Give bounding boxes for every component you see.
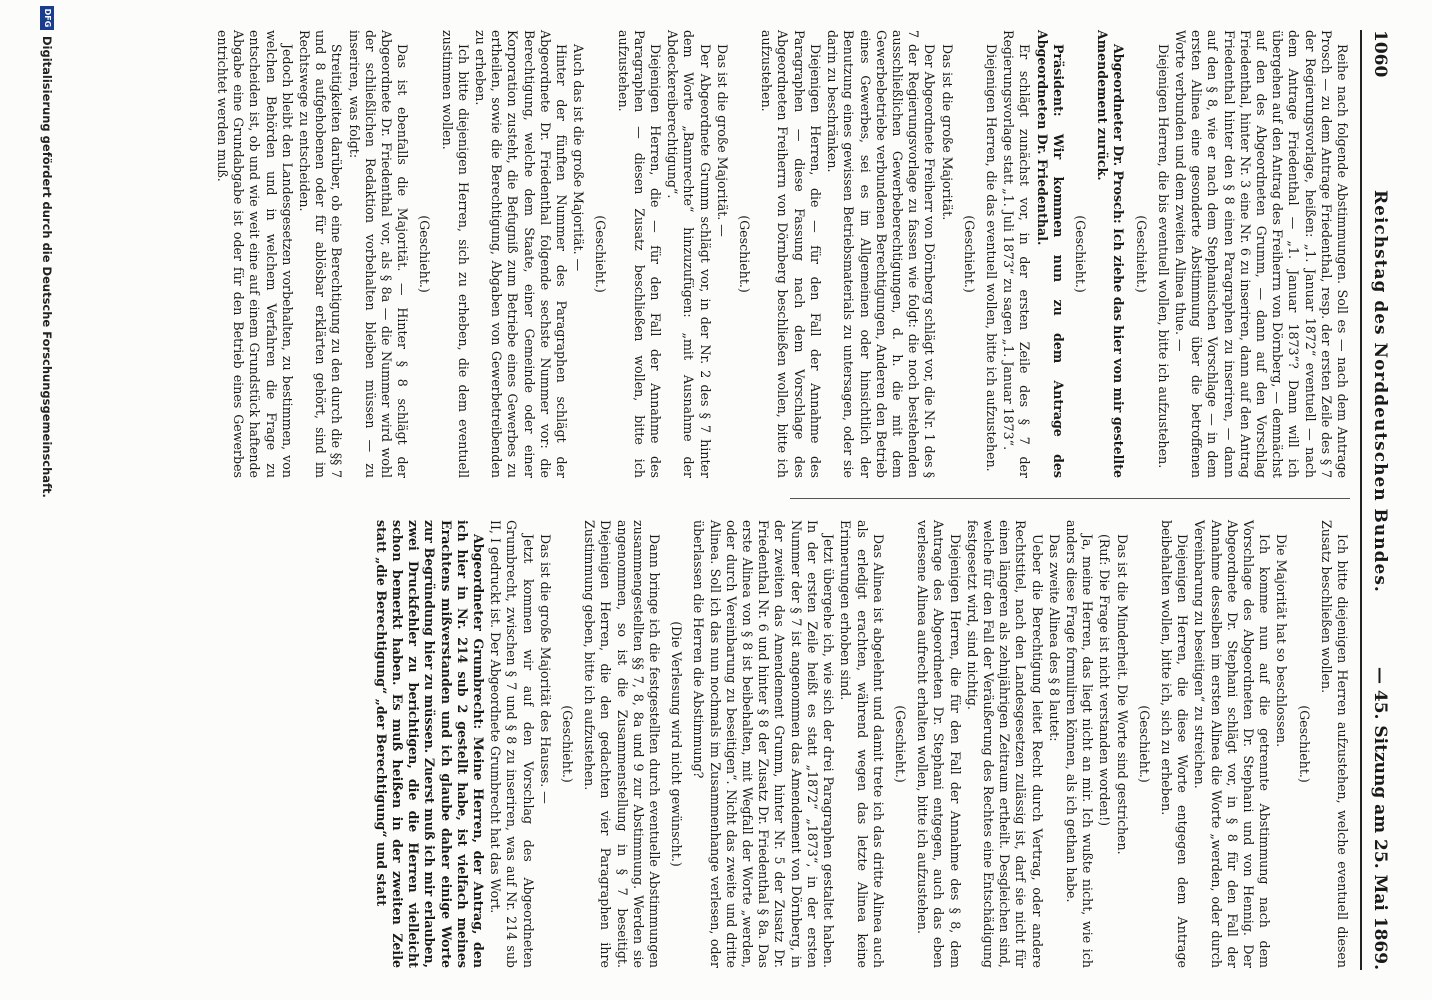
speaker-paragraph: Abgeordneter Dr. Prosch: Ich ziehe das hier von mir gestellte Amendement zurück.: [1095, 30, 1127, 478]
paragraph: Die Majorität hat so beschlossen.: [1274, 534, 1290, 748]
paragraph: Das zweite Alinea des § 8 lautet:: [1046, 534, 1062, 742]
paragraph: Diejenigen Herren, die für den Fall der Annahme des § 8, dem Antrage des Abgeordneten Dr. Stephani entgegen, auch das eben verlesene Alinea aufrecht erhalten wollen, bitte ich aufzustehen.: [915, 520, 963, 968]
dfg-logo: DFG: [40, 6, 54, 30]
right-column: [372, 520, 1350, 968]
paragraph: Diejenigen Herren, die diese Worte entgegen dem Antrage beibehalten wollen, bitte ich, sich zu erheben.: [1158, 520, 1191, 968]
paragraph: Der Abgeordnete Grumm schlägt vor, in der Nr. 2 des § 7 hinter dem Worte „Bannrechte“ hinzuzufügen: „mit Ausnahme der Abdeckereiberechtigung“.: [665, 30, 713, 478]
paragraph: Diejenigen Herren, die bis eventuell wollen, bitte ich aufzustehen.: [1155, 44, 1171, 469]
paragraph: Ich bitte diejenigen Herren, sich zu erheben, die dem eventuell zustimmen wollen.: [439, 30, 471, 478]
paragraph: Ich komme nun auf die getrennte Abstimmung nach dem Vorschlage des Abgeordneten Dr. Stephani und von Hennig. Der Abgeordnete Dr. Stephani schlägt vor, in § 8 für den Fall der Annahme desselben im ersten Alinea die Worte „werden, oder durch Vereinbarung zu beseitigen“ zu streichen.: [1192, 520, 1273, 968]
paragraph: Auch das ist die große Majorität. —: [571, 44, 587, 272]
stage-direction: (Geschieht.): [1133, 215, 1149, 293]
paragraph: Das ist ebenfalls die Majorität. — Hinter § 8 schlägt der Abgeordnete Dr. Friedenthal vor, als § 8a — die Nummer wird wohl der schließlichen Redaktion vorbehalten bleiben müssen — zu inseriren, was folgt:: [346, 30, 411, 478]
paragraph: Jetzt übergehe ich, wie sich der drei Paragraphen gestaltet haben. In der ersten Zeile heißt es statt „1872“ „1873“, in der ersten Nummer der § 7 ist angenommen das Amendement von Dörnberg, in der zweiten das Amendement Grumm, hinter Nr. 5 der Zusatz Dr. Friedenthal Nr. 6 und hinter § 8 der Zusatz Dr. Friedenthal § 8a. Das erste Alinea von § 8 ist beibehalten, mit Wegfall der Worte „werden, oder durch Vereinbarung zu beseitigen“. Nicht das zweite und dritte Alinea. Soll ich das nun nochmals im Zusammenhange verlesen, oder überlassen die Herren die Abstimmung?: [691, 520, 837, 968]
paragraph: Das Alinea ist abgelehnt und damit trete ich das dritte Alinea auch als erledigt erachten, während wegen das letzte Alinea keine Erinnerungen erhoben sind.: [838, 520, 886, 968]
paragraph: Diejenigen Herren, die das eventuell wollen, bitte ich aufzustehen.: [983, 44, 999, 472]
paragraph: Ja, meine Herren, das liegt nicht an mir. Ich wußte nicht, wie ich anders diese Frage formuliren können, als ich gethan habe.: [1063, 520, 1096, 968]
page-number: 1060: [1370, 30, 1390, 78]
paragraph: Er schlägt zunächst vor, in der ersten Zeile des § 7 der Regierungsvorlage statt „1. Juli 1873“ zu sagen „1. Januar 1873“.: [1001, 30, 1033, 478]
stage-direction: (Geschieht.): [1072, 215, 1088, 293]
paragraph: Diejenigen Herren, die — für den Fall der Annahme des Paragraphen — diesen Zusatz beschließen wollen, bitte ich aufzustehen.: [615, 30, 664, 478]
left-column: [213, 30, 1350, 478]
stage-direction: (Geschieht.): [961, 215, 977, 293]
paragraph: Jetzt kommen wir auf den Vorschlag des Abgeordneten Grumbrecht, zwischen § 7 und § 8 zu inseriren, was auf Nr. 214 sub II, I gedruckt ist. Der Abgeordnete Grumbrecht hat das Wort.: [488, 520, 536, 968]
paragraph: Ueber die Berechtigung leitet Recht durch Vertrag, oder andere Rechtstitel, nach den Landesgesetzen zulässig ist, darf sie nicht für einen längeren als zehnjährigen Zeitraum ertheilt. Desgleichen sind, welche für den Fall der Veräußerung des Rechtes eine Entschädigung festgesetzt wird, sind nichtig.: [964, 520, 1045, 968]
paragraph: Das ist die große Majorität des Hauses. —: [537, 534, 553, 804]
stage-direction: (Geschieht.): [1296, 705, 1312, 783]
paragraph: Streitigkeiten darüber, ob eine Berechtigung zu den durch die §§ 7 und 8 aufgehobenen oder für ablösbar erklärten gehört, sind im Rechtswege zu entscheiden.: [297, 30, 345, 478]
stage-direction: (Geschieht.): [892, 705, 908, 783]
credit-text: Digitalisierung gefördert durch die Deutsche Forschungsgemeinschaft.: [40, 36, 54, 498]
session-date: — 45. Sitzung am 25. Mai 1869.: [1370, 666, 1390, 970]
speaker-paragraph: Abgeordneter Grumbrecht: Meine Herren, der Antrag, den ich hier in Nr. 214 sub 2 gestellt habe, ist vielfach meines Erachtens mißverstanden und ich glaube daher einige Worte zur Begründung hier zu müssen. Zuerst muß ich mir erlauben, zwei Druckfehler zu berichtigen, die die Herren vielleicht schon bemerkt haben. Es muß heißen in der zweiten Zeile statt „die Berechtigung“ „der Berechtigung“ und statt: [373, 520, 487, 968]
paragraph: Das ist die große Majorität.: [939, 44, 955, 221]
digitization-credit: [30, 0, 60, 1000]
stage-direction: (Die Verlesung wird nicht gewünscht.): [669, 621, 685, 867]
page-title: Reichstag des Norddeutschen Bundes.: [1370, 190, 1390, 593]
paragraph: Der Abgeordnete Freiherr von Dörnberg schlägt vor, die Nr. 1 des § 7 der Regierungsvorlage zu fassen wie folgt: die noch bestehenden ausschließlichen Gewerbeberechtigungen, d. h. die mit dem Gewerbebetriebe verbundenen Berechtigungen, Anderen den Betrieb eines Gewerbes, sei es im Allgemeinen oder hinsichtlich der Benutzung eines gewissen Betriebsmaterials zu untersagen, oder sie darin zu beschränken.: [825, 30, 938, 478]
paragraph: (Ruf: Die Frage ist nicht verstanden worden!): [1097, 534, 1113, 827]
paragraph: Diejenigen Herren, die — für den Fall der Annahme des Paragraphen — diese Fassung nach dem Vorschlage des Abgeordneten Freiherrn von Dörnberg beschließen wollen, bitte ich aufzustehen.: [759, 30, 823, 478]
stage-direction: (Geschieht.): [1136, 705, 1152, 783]
stage-direction: (Geschieht.): [737, 215, 753, 293]
column-divider: [790, 498, 1350, 499]
stage-direction: (Geschieht.): [417, 215, 433, 293]
stage-direction: (Geschieht.): [560, 705, 576, 783]
paragraph: Das ist die große Majorität. —: [714, 44, 730, 237]
paragraph: Reihe nach folgende Abstimmungen. Soll es — nach dem Antrage Prosch — zu dem Antrage Friedenthal, resp. der ersten Zeile des § 7 der Regierungsvorlage, heißen: „1. Januar 1872“ eventuell — nach dem Antrage Friedenthal — „1. Januar 1873“? Dann will ich übergehen auf den Antrag des Freiherrn von Dörnberg, — demnächst auf den des Abgeordneten Grumm, — dann auf den Vorschlag Friedenthal, hinter Nr. 3 eine Nr. 6 zu inseriren, dann auf den Antrag Friedenthal hinter den § 8 einen Paragraphen zu inseriren, — dann auf den § 8, wie er nach dem Stephanischen Vorschlage — in dem ersten Alinea eine gesonderte Abstimmung über die betroffenen Worte verbunden und dem zweiten Alinea thue. —: [1172, 30, 1350, 478]
stage-direction: (Geschieht.): [593, 215, 609, 293]
paragraph: Dann bringe ich die festgestellten durch eventuelle Abstimmungen zusammengestellten §§ 7, 8, 8a und 9 zur Abstimmung. Werden sie angenommen, so ist die Zusammenstellung in § 7 beseitigt. Diejenigen Herren, die den gedachten vier Paragraphen ihre Zustimmung geben, bitte ich aufzustehen.: [582, 520, 663, 968]
page-header: [1360, 30, 1394, 970]
paragraph: Hinter der fünften Nummer des Paragraphen schlägt der Abgeordnete Dr. Friedenthal folgende sechste Nummer vor: die Berechtigung, welche dem Staate, einer Gemeinde oder einer Korporation zusteht, die Befugniß zum Betriebe eines Gewerbes zu ertheilen, sowie die Berechtigung, Abgaben von Gewerbetreibenden zu erheben.: [473, 30, 570, 478]
speaker-paragraph: Präsident: Wir kommen nun zu dem Antrage des Abgeordneten Dr. Friedenthal.: [1034, 30, 1066, 478]
paragraph: Das ist die Minderheit. Die Worte sind gestrichen.: [1114, 534, 1130, 855]
paragraph: Jedoch bleibt den Landesgesetzen vorbehalten, zu bestimmen, von welchen Behörden und in welchem Verfahren die Frage zu entscheiden ist, ob und wie weit eine auf einem Grundstück haftende Abgabe eine Grundabgabe ist oder für den Betrieb eines Gewerbes entrichtet werden muß.: [215, 30, 295, 478]
paragraph: Ich bitte diejenigen Herren aufzustehen, welche eventuell diesen Zusatz beschließen wollen.: [1318, 520, 1350, 968]
